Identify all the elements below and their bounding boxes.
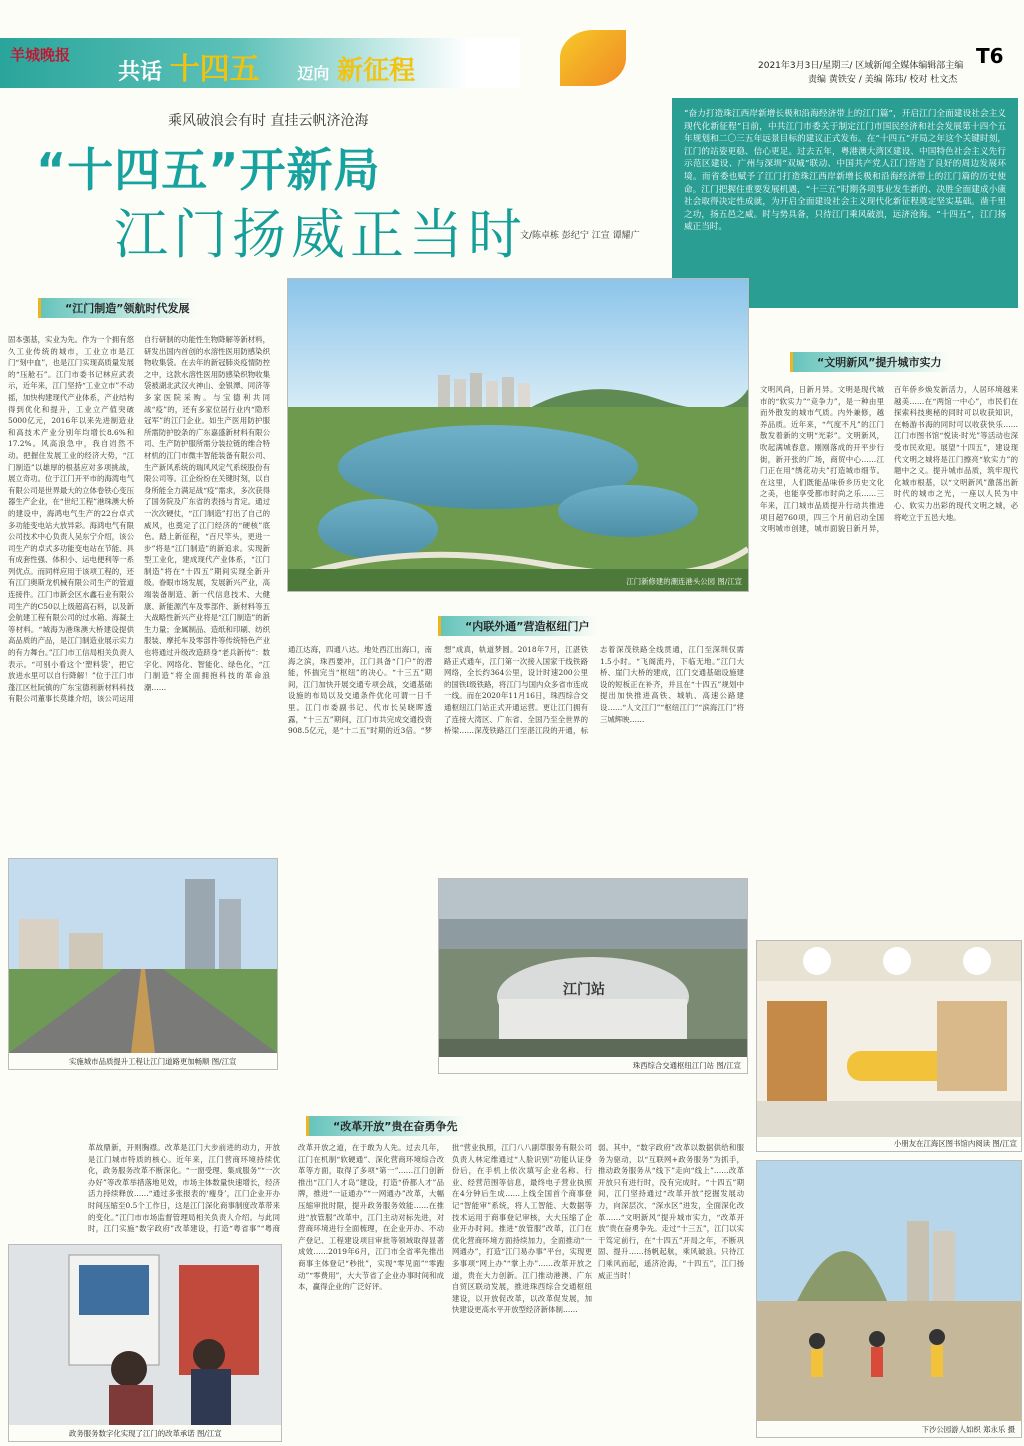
headline-kicker: 乘风破浪会有时 直挂云帆济沧海 <box>168 113 369 129</box>
masthead-slogan: 共话 十四五 迈向 新征程 <box>118 52 416 87</box>
station-photo <box>438 878 748 1074</box>
visitors-photo-caption: 下沙公园游人如织 郑永乐 摄 <box>921 1425 1015 1434</box>
page-number: T6 <box>976 44 1004 68</box>
byline: 文/陈卓栋 彭纪宁 江宣 谭耀广 <box>520 231 640 241</box>
station-photo-caption: 珠西综合交通枢纽江门站 图/江宣 <box>632 1061 741 1070</box>
headline-title-sub: 江门扬威正当时 <box>114 203 527 266</box>
article-reform-part2: 批“营业执照，江门八八副草服务有限公司负责人林定维通过“人脸识别”功能认证身份后，在手机上依次填写企业名称、行业、经营范围等信息，最终电子营业执照在4分钟后生成……上线全国首个商事登记“智能审”系统，将人工智能、大数据等技术运用于商事登记审核，大大压缩了企业开办时间。推进“放管服”改革，江门在优化营商环境方面持续加力，全面推动“一网通办”，打造“江门易办事”平台，实现更多事项“网上办”“掌上办”……改革开放之道，贵在大力创新。江门推动港澳、广东自贸区联动发展，推进珠西综合交通枢纽建设，以开放促改革，以改革促发展，加快建设更高水平开放型经济新体制…… <box>452 1143 592 1315</box>
park-photo <box>287 278 749 592</box>
lead-paragraph: “奋力打造珠江西岸新增长极和沿海经济带上的江门篇”，开启江门全面建设社会主义现代化新征程”日前，中共江门市委关于制定江门市国民经济和社会发展第十四个五年规划和二〇三五年远景目标的建议正式发布。在“十四五”开局之年这个关键时刻，江门的站姿更稳、信心更足。过去五年，粤港澳大湾区建设、中国特色社会主义先行示范区建设、广州与深圳“双城”联动、中国共产党人江门营造了良好的周边发展环境。而省委也赋予了江门打造珠江西岸新增长极和沿海经济带上的江门篇的历史使命。江门把握住重要发展机遇，“十三五”时期各项事业发生新的、决胜全面建成小康社会取得决定性成就，为开启全面建设社会主义现代化新征程奠定坚实基础。凿千里之功，扬五邑之威。时与势具备，只待江门乘风破浪，远济沧海。“十四五”，江门扬威正当时。 <box>672 98 1018 308</box>
leaf-decoration <box>560 30 626 86</box>
visitors-photo <box>756 1160 1022 1438</box>
newspaper-logo: 羊城晚报 <box>10 46 71 64</box>
road-photo-caption: 实施城市品质提升工程让江门道路更加畅顺 图/江宣 <box>69 1057 237 1066</box>
service-photo-drawing <box>9 1245 281 1425</box>
station-sign: 江门站 <box>563 982 605 998</box>
library-photo <box>756 940 1022 1152</box>
road-photo-drawing <box>9 859 277 1053</box>
park-photo-drawing <box>288 279 748 591</box>
article-reform-part3: 弱。其中，“数字政府”改革以数据供给和服务为驱动，以“互联网+政务服务”为抓手，推动政务服务从“线下”走向“线上”……改革开放只有进行时，没有完成时。“十四五”期间，江门坚持通过“改革开放”挖掘发展动力，向深层次、“深水区”进发，全面深化改革……“文明新风”提升城市实力，“改革开放”贵在奋勇争先。走过“十三五”，江门以实干笃定前行，在“十四五”开局之年，不断巩固、提升……扬帆起航，乘风破浪。只待江门乘风而起，遥济沧海，“十四五”，江门扬威正当时！ <box>598 1143 744 1280</box>
service-photo-caption: 政务服务数字化实现了江门的改革承诺 图/江宣 <box>69 1429 222 1438</box>
visitors-photo-drawing <box>757 1161 1021 1421</box>
staff-line: 责编 黄铁安 / 美编 陈玮/ 校对 杜文杰 <box>808 75 958 85</box>
article-civilization: 文明风尚，日新月异。文明是现代城市的“软实力”“竞争力”，是一种由里而外散发的城市气质。内外兼修，越养品质。近年来，“气度不凡”的江门散发着新的文明“光彩”。文明新风，吹起满城春意。刚刚落成的开平步行街，新开张的广场，商贸中心……江门正在用“绣花功夫”打造城市细节。在这里，人们既能品味侨乡历史文化之美，也能享受都市时尚之乐……三年来，江门城市品质提升行动共推进项目超760项，四三个月前启动全国文明城市创建，城市面貌日新月异，百年侨乡焕发新活力，人居环境越来越美……在“两馆一中心”，市民们在探索科技奥秘的同时可以收获知识，在畅游书海的同时可以收获快乐……江门市图书馆“悦读·时光”等活动也深受市民欢迎。展望“十四五”，建设现代文明之城将是江门擦亮“软实力”的题中之义。提升城市品质，筑牢现代化城市根基，以“文明新风”激荡出新时代的城市之光，一座以人民为中心、软实力出彩的现代文明之城，必将屹立于五邑大地。 <box>760 385 1018 534</box>
article-connectivity: 通江达海，四通八达。地处西江出海口，南海之滨，珠西要冲，江门具备“门户”的潜能，怀揣完当“枢纽”的决心。“十三五”期间，江门加快开展交通专项会战，交通基础设施的布局以及交通条件优化可谓一日千里。江门市委副书记、代市长吴晓晖透露，“十三五”期间，江门市共完成交通投资908.5亿元，是“十二五”时期的近3倍。“梦想”成真，轨道梦圆。2018年7月，江湛铁路正式通车，江门第一次接入国家干线铁路网络，全长约364公里，设计时速200公里的国铁Ⅰ级铁路，将江门与国内众多省市连成一线。而在2020年11月16日，珠西综合交通枢纽江门站正式开通运营。更让江门拥有了连接大湾区、广东省、全国乃至全世界的桥梁……深茂铁路江门至湛江段的开通，标志着深茂铁路全线贯通，江门至深圳仅需1.5小时。“飞阁流丹，下临无地。”江门大桥、崖门大桥的建成，江门交通基础设施建设的短板正在补齐，并且在“十四五”规划中提出加快推进高铁、城轨、高速公路建设……“人文江门”“枢纽江门”“滨海江门”将三城辉映…… <box>288 645 744 736</box>
service-photo <box>8 1244 282 1442</box>
date-line: 2021年3月3日/星期三/ 区域新闻全媒体编辑部主编 <box>758 61 964 71</box>
section-heading-civilization: “文明新风”提升城市实力 <box>790 352 951 372</box>
headline-title-main: “十四五”开新局 <box>36 143 381 197</box>
section-heading-reform: “改革开放”贵在奋勇争先 <box>306 1116 467 1136</box>
article-reform-part1: 改革开放之道，在于敢为人先。过去几年，江门在机制“软硬通”、深化营商环境综合改革等方面，取得了多项“第一”……江门创新推出“江门人才岛”建设，打造“侨都人才”品牌，推进“一证通办”“一网通办”改革，大幅压缩审批时限，提升政务服务效能……在推进“放管服”改革中，江门主动对标先进，对营商环境进行全面梳理，在企业开办、不动产登记、工程建设项目审批等领域取得显著成效……2019年6月，江门市全省率先推出商事主体登记“秒批”，实现“零见面”“零跑动”“零费用”，大大节省了企业办事时间和成本，赢得企业的广泛好评。 <box>298 1143 444 1292</box>
section-heading-connectivity: “内联外通”营造枢纽门户 <box>438 616 599 636</box>
article-reform-intro: 革故鼎新，开则胸襟。改革是江门大步前进的动力，开放是江门城市特质的核心。近年来，江门营商环境持续优化，政务服务改革不断深化。“一窗受理、集成服务”“一次办好”等改革举措落地见效，市场主体数量快速增长，经济活力持续释放……“通过多张报表的‘瘦身’，江门企业开办时间压缩至0.5个工作日，这是江门深化商事制度改革带来的变化。”江门市市场监督管理局相关负责人介绍。与此同时，江门实施“数字政府”改革建设，打造“粤省事”“粤商 <box>88 1143 280 1234</box>
park-photo-caption: 江门新修建的潮连港头公园 图/江宣 <box>626 577 742 586</box>
article-manufacturing: 固本强基，实业为先。作为一个拥有悠久工业传统的城市，工业立市是江门“刻中血”，也是江门实现高质量发展的“压舱石”。江门市委书记林应武表示，近年来，江门坚持“工业立市”不动摇，加快构建现代产业体系，产业结构得到优化和提升，工业立产值突破5000亿元，2016年以来先进制造业和高技术产业分别年均增长8.6%和17.2%。风高浪急中，我自岿然不动。把握住发展工业的经济大势，“江门制造”以雄厚的根基应对多项挑战，展立奇功。位于江门开平市的海湾电气有限公司是世界最大的立体卷铁心变压器生产企业，在“世纪工程”港珠澳大桥的建设中，海鸿电气生产的22台卓式多功能变电站大放异彩。海鸿电气有限公司技术中心负责人吴东宁介绍，该公司生产的卓式多功能变电站在节能、具有成套性强、体积小、运电便利等一系列优点。而同样应用于该项工程的，还有江门奥斯龙机械有限公司生产的管道连接件。江门市新会区水鑫石业有限公司生产的C50以上级超高石料，以及新会航建工程有限公司的过水箱、海凝土等材料。“城海为港珠澳大桥建设提供高品质的产品，是江门制造业展示实力的有力舞台。”江门市工信局相关负责人表示。“可别小看这个‘塑料袋’，把它放进水里可以自行降解！”位于江门市蓬江区杜阮镇的广东宝德利新材料科技有限公司董事长莫雄介绍，该公司运用自行研制的功能性生物降解等新材料，研发出国内首创的水溶性医用防感染织物收集袋。在去年的新冠肺炎疫情防控之中，这款水溶性医用防感染织物收集袋被湖北武汉火神山、金银潭、同济等多家医院采购。与宝德利共同战“疫”的，还有多家位居行业内“隐形冠军”的江门企业。如生产医用防护服所需防护胶条的广东嘉盛新材料有限公司、生产防护服所需分装拉链的维合特材机的江门市微丰智能装备有限公司、生产新风系统的瑞风风定气系统股份有限公司等。江企纷纷在关键时刻，以自身所能全力满足战“疫”需求，多次获得了国务院及广东省的表扬与肯定。通过一次次硬仗，“江门制造”打出了自己的威风，也奠定了江门经济的“硬核”底色。踏上新征程，“百尺竿头，更进一步”将是“江门制造”的新追求。实现新型工业化，建成现代产业体系，“江门制造”将在“十四五”期间实现全新升级。眷眼市场发展，发展新兴产业，高端装备制造、新一代信息技术、大健康、新能源汽车及零部件、新材料等五大战略性新兴产业将是“江门制造”的新生力量；金属制品、造纸和印刷、纺织服装、摩托车及零部件等传统特色产业也将通过升级改造跻身“老兵新传”：数字化、网络化、智能化、绿色化，“江门制造”将全面拥抱科技的革命浪潮…… <box>8 335 270 704</box>
library-photo-caption: 小朋友在江海区图书馆内阅读 图/江宣 <box>893 1139 1017 1148</box>
section-heading-manufacturing: “江门制造”领航时代发展 <box>38 298 199 318</box>
station-photo-drawing <box>439 879 747 1057</box>
library-photo-drawing <box>757 941 1021 1137</box>
road-photo <box>8 858 278 1070</box>
